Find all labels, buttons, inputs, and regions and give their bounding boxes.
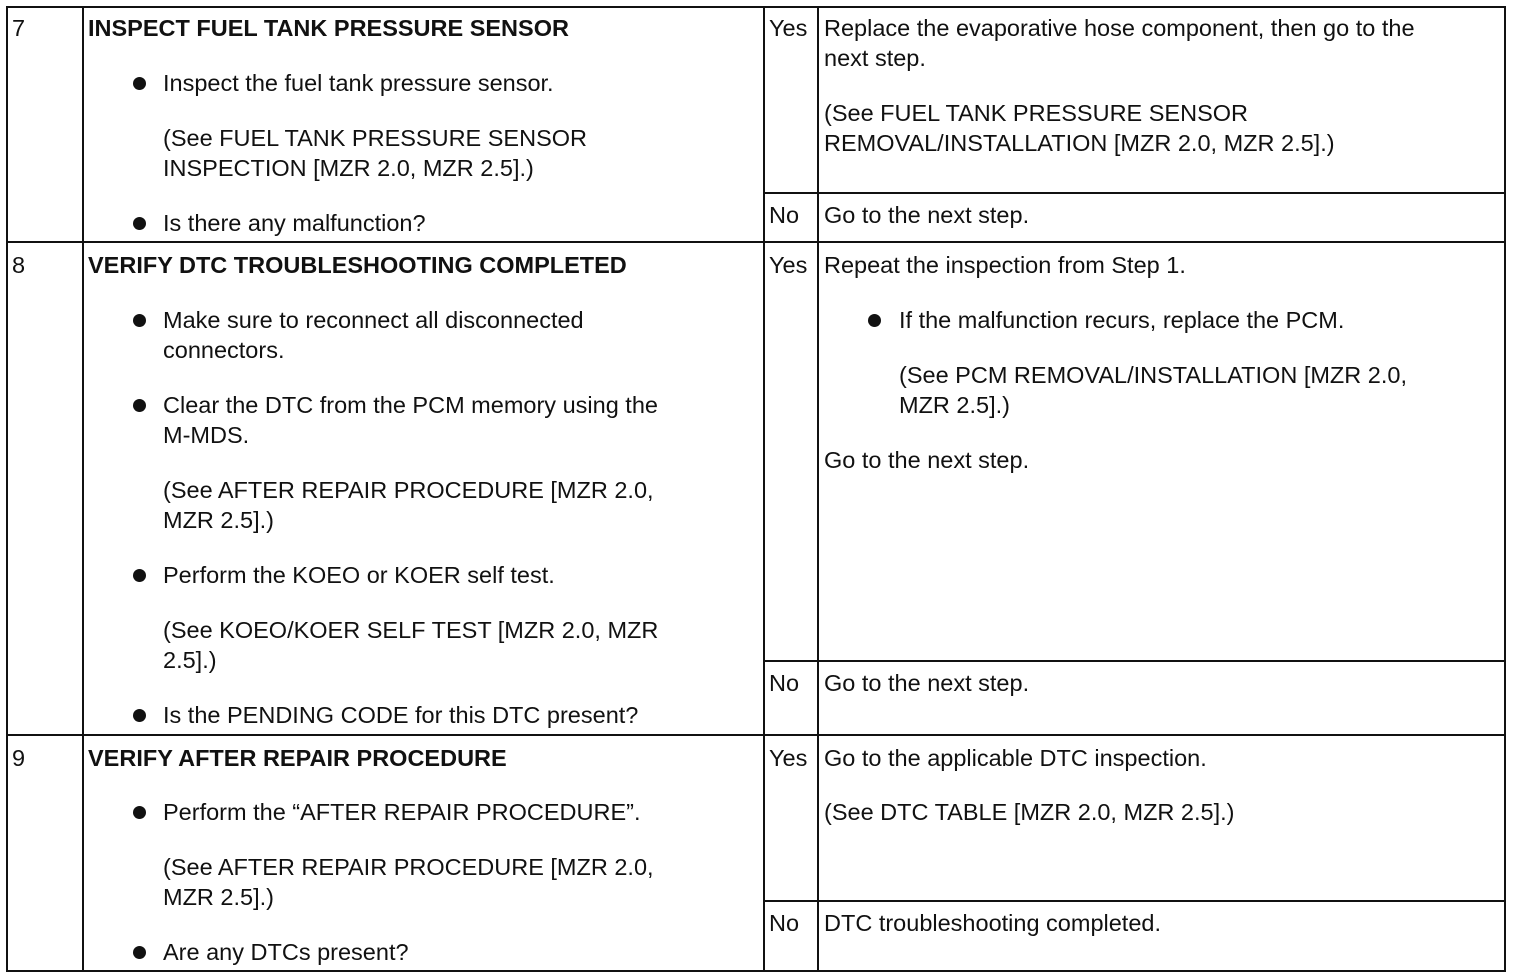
row-divider [6, 241, 1506, 243]
reference-text: MZR 2.5].) [163, 884, 274, 910]
step-number: 7 [12, 15, 26, 41]
check-item: connectors. [163, 337, 285, 363]
no-label: No [769, 910, 800, 936]
yes-action: If the malfunction recurs, replace the PCM. [899, 307, 1345, 333]
yes-no-divider [763, 660, 1506, 662]
bullet-icon [133, 569, 146, 582]
check-item: Inspect the fuel tank pressure sensor. [163, 70, 554, 96]
bullet-icon [868, 314, 881, 327]
check-item: Make sure to reconnect all disconnected [163, 307, 584, 333]
column-divider [817, 6, 819, 972]
yes-action: REMOVAL/INSTALLATION [MZR 2.0, MZR 2.5].) [824, 130, 1335, 156]
yes-action: Go to the next step. [824, 447, 1030, 473]
step-number: 9 [12, 745, 26, 771]
yes-action: Repeat the inspection from Step 1. [824, 252, 1186, 278]
reference-text: INSPECTION [MZR 2.0, MZR 2.5].) [163, 155, 534, 181]
bullet-icon [133, 399, 146, 412]
bullet-icon [133, 77, 146, 90]
check-item: Is the PENDING CODE for this DTC present? [163, 702, 639, 728]
check-item: Perform the KOEO or KOER self test. [163, 562, 555, 588]
yes-action: (See FUEL TANK PRESSURE SENSOR [824, 100, 1248, 126]
step-title: INSPECT FUEL TANK PRESSURE SENSOR [88, 15, 569, 41]
no-label: No [769, 202, 800, 228]
reference-text: (See KOEO/KOER SELF TEST [MZR 2.0, MZR [163, 617, 659, 643]
column-divider [763, 6, 765, 972]
bullet-icon [133, 806, 146, 819]
no-action: Go to the next step. [824, 670, 1030, 696]
check-item: Perform the “AFTER REPAIR PROCEDURE”. [163, 799, 641, 825]
check-item: M-MDS. [163, 422, 250, 448]
no-label: No [769, 670, 800, 696]
no-action: Go to the next step. [824, 202, 1030, 228]
check-item: Clear the DTC from the PCM memory using the [163, 392, 658, 418]
yes-no-divider [763, 192, 1506, 194]
yes-action: Go to the applicable DTC inspection. [824, 745, 1207, 771]
yes-label: Yes [769, 15, 808, 41]
bullet-icon [133, 217, 146, 230]
yes-action: MZR 2.5].) [899, 392, 1010, 418]
yes-label: Yes [769, 745, 808, 771]
bullet-icon [133, 314, 146, 327]
row-divider [6, 734, 1506, 736]
step-title: VERIFY DTC TROUBLESHOOTING COMPLETED [88, 252, 627, 278]
reference-text: 2.5].) [163, 647, 217, 673]
reference-text: (See FUEL TANK PRESSURE SENSOR [163, 125, 587, 151]
check-item: Is there any malfunction? [163, 210, 426, 236]
yes-action: next step. [824, 45, 926, 71]
step-title: VERIFY AFTER REPAIR PROCEDURE [88, 745, 507, 771]
reference-text: MZR 2.5].) [163, 507, 274, 533]
yes-no-divider [763, 900, 1506, 902]
yes-action: (See DTC TABLE [MZR 2.0, MZR 2.5].) [824, 799, 1235, 825]
yes-action: (See PCM REMOVAL/INSTALLATION [MZR 2.0, [899, 362, 1407, 388]
bullet-icon [133, 709, 146, 722]
column-divider [82, 6, 84, 972]
no-action: DTC troubleshooting completed. [824, 910, 1162, 936]
step-number: 8 [12, 252, 26, 278]
check-item: Are any DTCs present? [163, 939, 409, 965]
yes-action: Replace the evaporative hose component, then go to the [824, 15, 1415, 41]
yes-label: Yes [769, 252, 808, 278]
bullet-icon [133, 946, 146, 959]
reference-text: (See AFTER REPAIR PROCEDURE [MZR 2.0, [163, 854, 654, 880]
reference-text: (See AFTER REPAIR PROCEDURE [MZR 2.0, [163, 477, 654, 503]
